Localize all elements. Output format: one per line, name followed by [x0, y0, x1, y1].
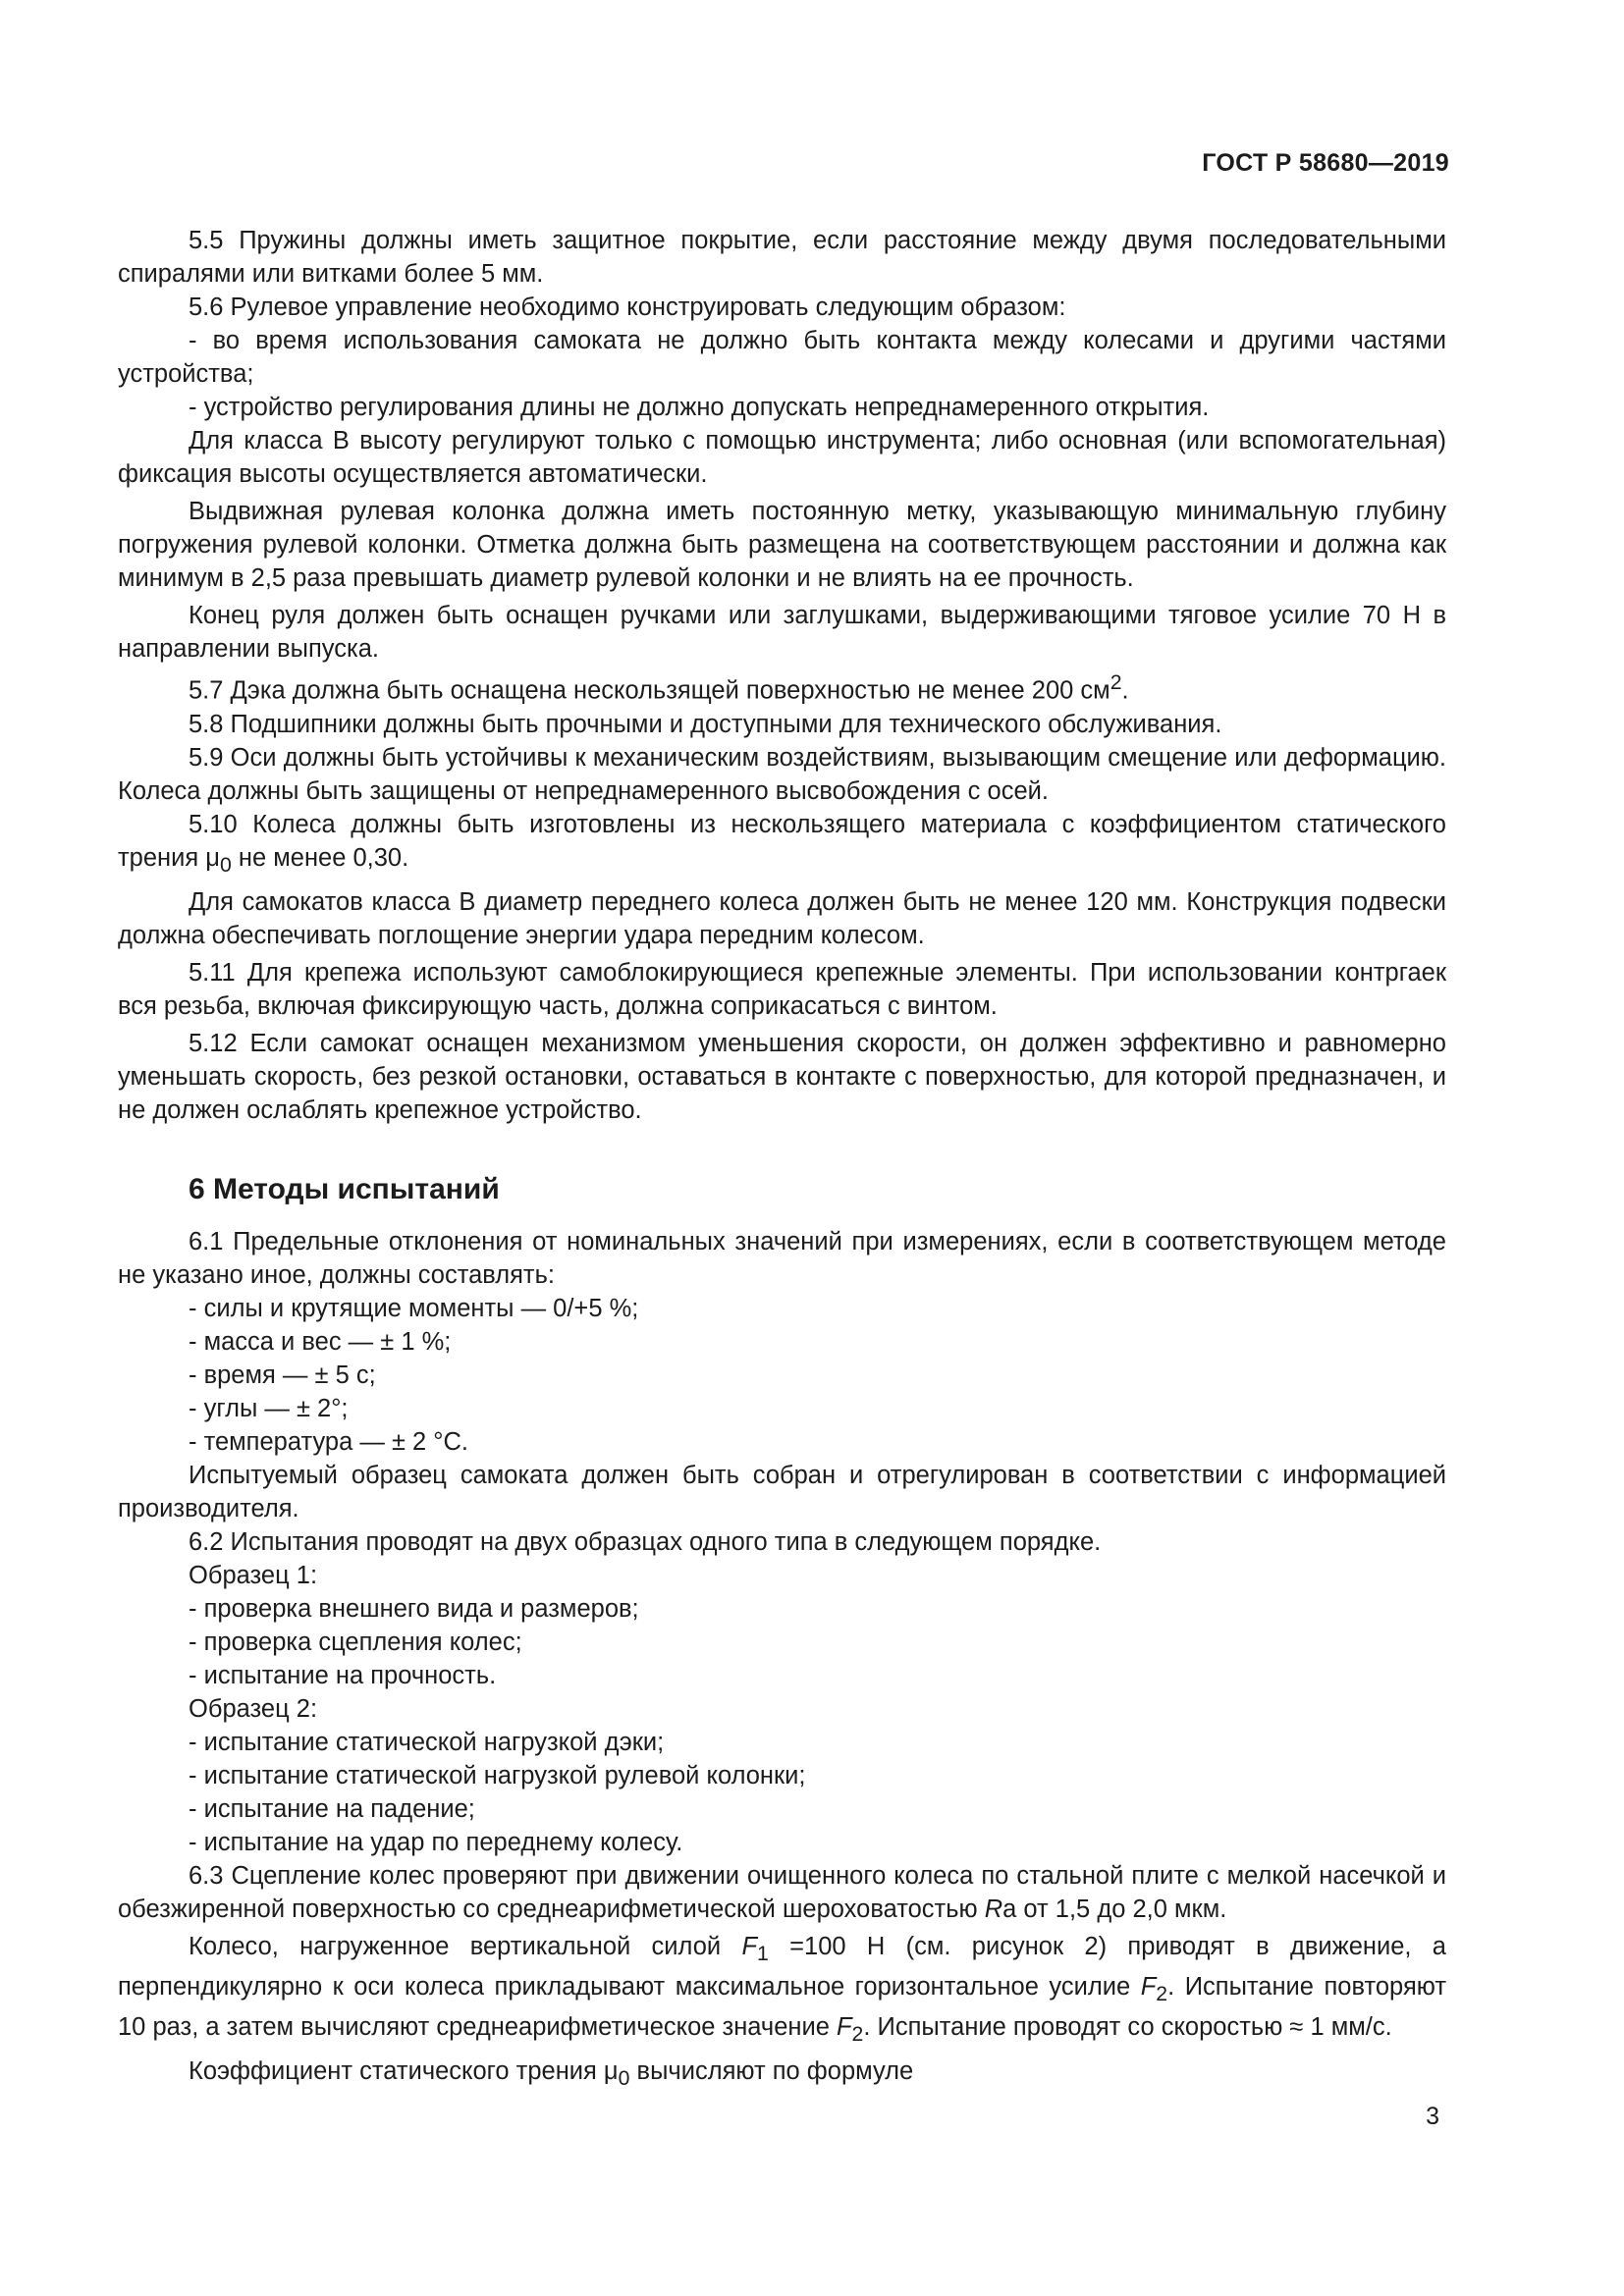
text-run: 5.10 Колеса должны быть изготовлены из нескользящего материала с коэффициентом статического трения μ — [118, 810, 1446, 872]
superscript: 2 — [1110, 670, 1122, 694]
text-run: . — [1121, 676, 1129, 705]
paragraph-5-6: 5.6 Рулевое управление необходимо конструировать следующим образом: — [189, 294, 1066, 321]
list-item: - испытание статической нагрузкой рулевой колонки; — [189, 1761, 806, 1789]
paragraph-5-10 — [118, 808, 1446, 881]
subscript: 2 — [1156, 1981, 1168, 2005]
paragraph: Для самокатов класса В диаметр переднего колеса должен быть не менее 120 мм. Конструкция подвески должна обеспечивать поглощение энергии удара передним колесом. — [118, 887, 1446, 949]
paragraph-5-8: 5.8 Подшипники должны быть прочными и доступными для технического обслуживания. — [189, 710, 1222, 738]
text-run: a от 1,5 до 2,0 мкм. — [1002, 1895, 1227, 1923]
list-item: - испытание на падение; — [189, 1794, 475, 1823]
page-number: 3 — [1426, 2103, 1439, 2130]
italic-symbol: F — [836, 2012, 852, 2041]
list-item: - испытание статической нагрузкой дэки; — [189, 1728, 665, 1756]
list-item: - устройство регулирования длины не должно допускать непреднамеренного открытия. — [189, 394, 1210, 421]
paragraph-5-11: 5.11 Для крепежа используют самоблокирующиеся крепежные элементы. При использовании контргаек вся резьба, включая фиксирующую часть, должна соприкасаться с винтом. — [118, 958, 1446, 1020]
paragraph-5-7 — [118, 666, 1446, 708]
list-item: - температура — ± 2 °С. — [189, 1427, 468, 1456]
section-heading: 6 Методы испытаний — [189, 1172, 500, 1205]
list-item: - углы — ± 2°; — [189, 1394, 349, 1422]
list-item: - время — ± 5 с; — [189, 1361, 376, 1389]
text-run: =100 Н (см. рисунок 2) приводят в движение, а перпендикулярно к оси колеса прикладывают максимальное горизонтальное усилие — [118, 1932, 1446, 2001]
paragraph-6-1: 6.1 Предельные отклонения от номинальных значений при измерениях, если в соответствующем методе не указано иное, должны составлять: — [118, 1227, 1446, 1289]
italic-symbol: F — [1140, 1972, 1157, 2001]
paragraph — [118, 2055, 1446, 2095]
italic-symbol: R — [984, 1895, 1003, 1923]
paragraph: Для класса В высоту регулируют только с помощью инструмента; либо основная (или вспомогательная) фиксация высоты осуществляется автоматически. — [118, 427, 1446, 488]
text-run: 5.7 Дэка должна быть оснащена нескользящей поверхностью не менее 200 см — [189, 676, 1110, 705]
paragraph-5-9: 5.9 Оси должны быть устойчивы к механическим воздействиям, вызывающим смещение или деформацию. Колеса должны быть защищены от непреднамеренного высвобождения с осей. — [118, 743, 1446, 805]
subscript: 0 — [219, 852, 232, 877]
text-run: не менее 0,30. — [231, 843, 409, 872]
subscript: 2 — [851, 2021, 864, 2046]
paragraph-6-3 — [118, 1859, 1446, 1926]
text-run: Колесо, нагруженное вертикальной силой — [189, 1932, 742, 1960]
list-item: - во время использования самоката не должно быть контакта между колесами и другими частями устройства; — [118, 327, 1446, 388]
list-item: - масса и вес — ± 1 %; — [189, 1327, 452, 1356]
text-run: Коэффициент статического трения μ — [189, 2056, 619, 2085]
sample-label: Образец 2: — [189, 1694, 318, 1723]
document-code: ГОСТ Р 58680—2019 — [1202, 149, 1449, 177]
paragraph: Конец руля должен быть оснащен ручками или заглушками, выдерживающими тяговое усилие 70 Н в направлении выпуска. — [118, 602, 1446, 663]
text-run: вычисляют по формуле — [629, 2056, 914, 2085]
paragraph: Выдвижная рулевая колонка должна иметь постоянную метку, указывающую минимальную глубину погружения рулевой колонки. Отметка должна быть размещена на соответствующем расстоянии и должна как минимум в 2,5 раза превышать диаметр рулевой колонки и не влиять на ее прочность. — [118, 498, 1446, 592]
paragraph-5-12: 5.12 Если самокат оснащен механизмом уменьшения скорости, он должен эффективно и равномерно уменьшать скорость, без резкой остановки, оставаться в контакте с поверхностью, для которой предназначен, и не должен ослаблять крепежное устройство. — [118, 1029, 1446, 1124]
list-item: - проверка внешнего вида и размеров; — [189, 1594, 639, 1623]
paragraph-5-5: 5.5 Пружины должны иметь защитное покрытие, если расстояние между двумя последовательными спиралями или витками более 5 мм. — [118, 227, 1446, 288]
list-item: - проверка сцепления колес; — [189, 1628, 522, 1656]
text-run: . Испытание проводят со скоростью ≈ 1 мм/с. — [863, 2012, 1392, 2041]
paragraph-6-2: 6.2 Испытания проводят на двух образцах одного типа в следующем порядке. — [189, 1527, 1102, 1556]
document-body — [118, 224, 1446, 2095]
paragraph: Испытуемый образец самоката должен быть собран и отрегулирован в соответствии с информацией производителя. — [118, 1461, 1446, 1522]
subscript: 1 — [757, 1941, 769, 1965]
text-run: . Испытание повторяют 10 раз, а затем вычисляют среднеарифметическое значение — [118, 1972, 1446, 2041]
list-item: - испытание на прочность. — [189, 1661, 497, 1689]
list-item: - испытание на удар по переднему колесу. — [189, 1828, 683, 1856]
sample-label: Образец 1: — [189, 1561, 318, 1589]
subscript: 0 — [618, 2065, 630, 2090]
paragraph — [118, 1930, 1446, 2051]
italic-symbol: F — [741, 1932, 758, 1960]
list-item: - силы и крутящие моменты — 0/+5 %; — [189, 1294, 639, 1322]
text-run: 6.3 Сцепление колес проверяют при движении очищенного колеса по стальной плите с мелкой насечкой и обезжиренной поверхностью со среднеарифметической шероховатостью — [118, 1861, 1446, 1923]
